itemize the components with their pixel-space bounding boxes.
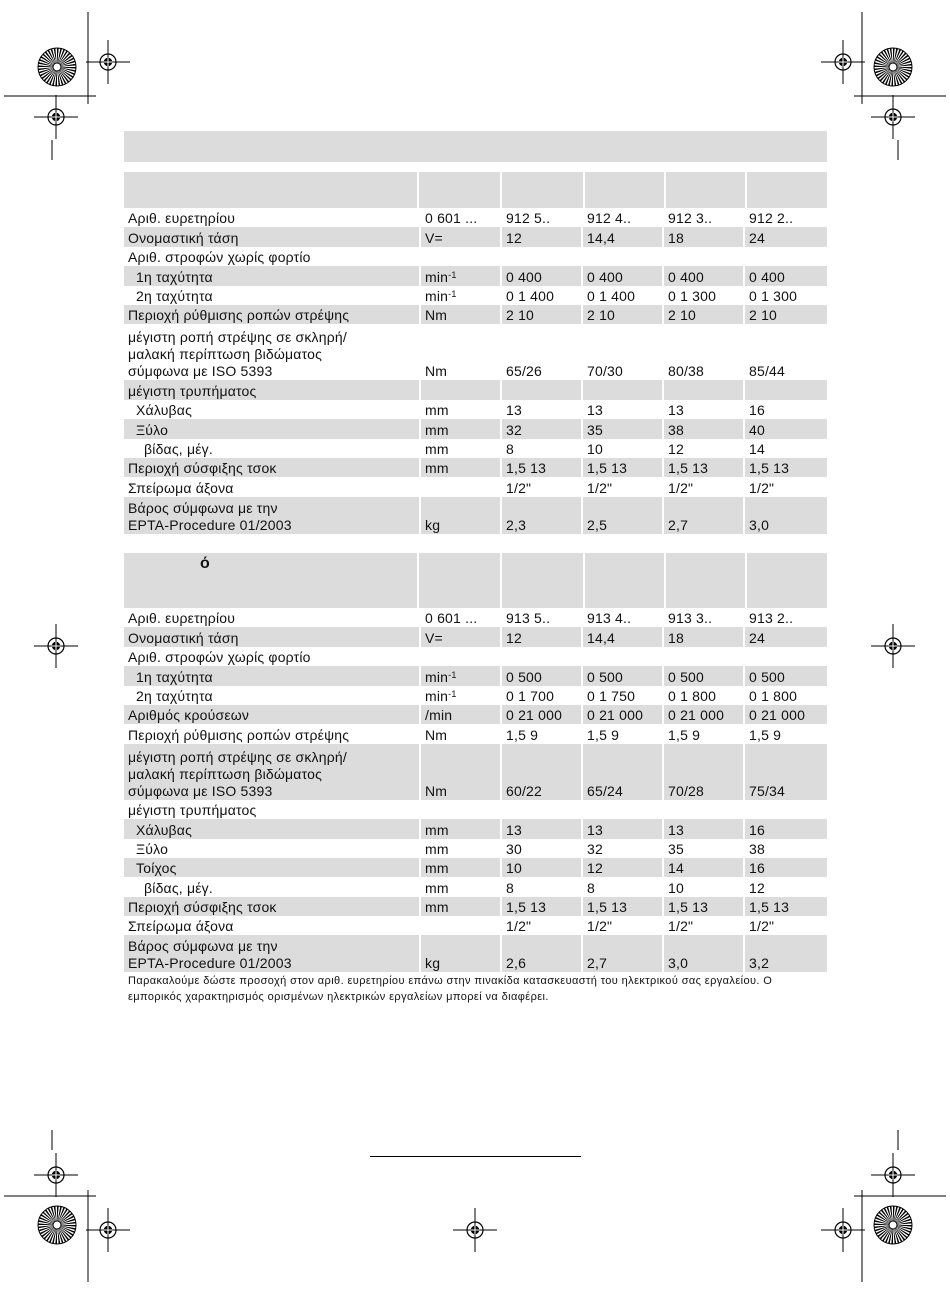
row-value: 8: [501, 877, 582, 896]
row-unit: [420, 380, 501, 399]
row-value: 65/26: [501, 324, 582, 380]
row-value: 13: [501, 819, 582, 838]
row-value: [744, 380, 827, 399]
row-label: Βάρος σύμφωνα με την EPTA-Procedure 01/2003: [124, 935, 420, 972]
table-row: [124, 724, 827, 743]
row-value: [744, 247, 827, 266]
row-value: 2,3: [501, 497, 582, 534]
row-value: [663, 380, 744, 399]
row-value: [663, 800, 744, 819]
row-value: 75/34: [744, 744, 827, 800]
row-value: 0 400: [582, 266, 663, 285]
row-value: 12: [749, 879, 765, 896]
row-value: 12: [501, 227, 582, 246]
registration-cross-icon: [86, 40, 130, 84]
row-value: 38: [749, 840, 765, 857]
row-label: βίδας, μέγ.: [124, 439, 420, 458]
row-label: μέγιστη τρυπήματος: [124, 380, 420, 399]
row-value: 2 10: [501, 305, 582, 324]
row-label: Ξύλο: [124, 419, 420, 438]
row-value: 2,7: [663, 497, 744, 534]
table-row: [124, 608, 827, 627]
row-value: 32: [582, 839, 663, 858]
table-row: [124, 305, 827, 324]
row-value: 85/44: [749, 363, 786, 380]
table-row: [124, 877, 827, 896]
row-unit: mm: [420, 897, 501, 916]
registration-cross-icon: [871, 624, 915, 668]
row-value: 38: [663, 419, 744, 438]
row-value: 1,5 9: [582, 724, 663, 743]
row-value: 0 500: [501, 666, 582, 685]
row-value: 0 1 400: [501, 286, 582, 305]
row-value: 1/2": [501, 916, 582, 935]
row-unit: kg: [420, 935, 501, 972]
row-value: 912 2..: [749, 210, 794, 227]
row-unit: /min: [420, 705, 501, 724]
spec-table-2: [124, 608, 827, 972]
row-value: 913 3..: [663, 608, 744, 627]
row-unit: mm: [420, 877, 501, 896]
table-row: [124, 380, 827, 399]
row-label: μέγιστη τρυπήματος: [124, 800, 420, 819]
row-label: Περιοχή ρύθμισης ροπών στρέψης: [124, 724, 420, 743]
table-row: [124, 705, 827, 724]
row-unit: $\min^{-1}$: [420, 266, 501, 285]
row-value: 8: [582, 877, 663, 896]
registration-cross-icon: [34, 95, 78, 139]
row-value: 14: [663, 858, 744, 877]
row-label: 1η ταχύτητα: [124, 266, 420, 285]
table-row: [124, 897, 827, 916]
row-label: Περιοχή ρύθμισης ροπών στρέψης: [124, 305, 420, 324]
row-label: βίδας, μέγ.: [124, 877, 420, 896]
table-row: [124, 916, 827, 935]
row-value: 2 10: [663, 305, 744, 324]
row-value: 12: [501, 627, 582, 646]
row-value: 16: [744, 819, 827, 838]
row-unit: 0 601 ...: [420, 208, 501, 227]
row-value: 0 1 750: [582, 686, 663, 705]
registration-cross-icon: [86, 1208, 130, 1252]
table-row: [124, 208, 827, 227]
row-label: Βάρος σύμφωνα με την EPTA-Procedure 01/2003: [124, 497, 420, 534]
registration-cross-icon: [34, 624, 78, 668]
row-value: 0 1 300: [749, 287, 798, 304]
registration-cross-icon: [34, 1153, 78, 1197]
row-value: 13: [663, 400, 744, 419]
row-unit: mm: [420, 400, 501, 419]
row-value: [582, 647, 663, 666]
row-unit: [420, 800, 501, 819]
row-value: 2 10: [744, 305, 827, 324]
row-value: 1,5 13: [744, 897, 827, 916]
row-value: [501, 800, 582, 819]
row-value: 1,5 9: [501, 724, 582, 743]
row-unit: 0 601 ...: [420, 608, 501, 627]
row-label: Αριθ. στροφών χωρίς φορτίο: [124, 647, 420, 666]
row-value: 24: [744, 227, 827, 246]
row-value: 14: [749, 440, 765, 457]
row-value: 1,5 13: [582, 897, 663, 916]
row-unit: V=: [420, 627, 501, 646]
footnote: Παρακαλούμε δώστε προσοχή στον αριθ. ευρετηρίου επάνω στην πινακίδα κατασκευαστή του ηλεκτρικού σας εργαλείου. Ο εμπορικός χαρακτηρισμός ορισμένων ηλεκτρικών εργαλείων μπορεί να διαφέρει.: [128, 975, 773, 1003]
row-value: [744, 800, 827, 819]
table-row: [124, 458, 827, 477]
row-value: [582, 380, 663, 399]
row-label: Αριθ. ευρετηρίου: [124, 208, 420, 227]
row-unit: [420, 477, 501, 496]
row-value: 0 1 800: [663, 686, 744, 705]
row-label: 2η ταχύτητα: [124, 686, 420, 705]
row-unit: mm: [420, 458, 501, 477]
row-unit: mm: [420, 819, 501, 838]
row-label: μέγιστη ροπή στρέψης σε σκληρή/ μαλακή περίπτωση βιδώματος σύμφωνα με ISO 5393: [124, 744, 420, 800]
row-unit: $\min^{-1}$: [420, 286, 501, 305]
row-value: 2,5: [582, 497, 663, 534]
row-value: 1,5 13: [501, 897, 582, 916]
row-value: 913 4..: [582, 608, 663, 627]
row-value: 10: [663, 877, 744, 896]
row-value: 60/22: [501, 744, 582, 800]
row-unit: [420, 247, 501, 266]
registration-cross-icon: [871, 1153, 915, 1197]
row-value: 0 1 700: [501, 686, 582, 705]
starburst-icon: [874, 1206, 912, 1244]
row-label: Αριθ. ευρετηρίου: [124, 608, 420, 627]
row-value: 13: [501, 400, 582, 419]
table-row: [124, 647, 827, 666]
row-value: [582, 800, 663, 819]
row-label: Τοίχος: [124, 858, 420, 877]
starburst-icon: [38, 1206, 76, 1244]
row-value: 14,4: [582, 627, 663, 646]
row-value: 1,5 13: [582, 458, 663, 477]
row-value: 16: [749, 402, 765, 419]
row-value: 1/2": [501, 477, 582, 496]
row-unit: [420, 916, 501, 935]
row-value: 0 400: [663, 266, 744, 285]
table-row: [124, 819, 827, 838]
row-unit: Nm: [420, 305, 501, 324]
table-row: [124, 266, 827, 285]
row-value: 1/2": [663, 916, 744, 935]
table-row: [124, 324, 827, 380]
starburst-icon: [38, 48, 76, 86]
row-value: 912 4..: [582, 208, 663, 227]
row-unit: Nm: [420, 324, 501, 380]
row-value: 3,2: [744, 935, 827, 972]
row-value: 0 1 400: [582, 286, 663, 305]
row-value: 35: [582, 419, 663, 438]
row-value: 0 21 000: [663, 705, 744, 724]
row-label: Σπείρωμα άξονα: [124, 916, 420, 935]
row-value: 10: [501, 858, 582, 877]
row-value: 0 21 000: [582, 705, 663, 724]
row-label: Σπείρωμα άξονα: [124, 477, 420, 496]
row-value: 1,5 9: [663, 724, 744, 743]
row-value: [663, 247, 744, 266]
row-value: 1/2": [582, 477, 663, 496]
row-value: 40: [744, 419, 827, 438]
row-value: 16: [744, 858, 827, 877]
row-unit: kg: [420, 497, 501, 534]
table-row: [124, 227, 827, 246]
row-unit: Nm: [420, 744, 501, 800]
row-value: 0 21 000: [501, 705, 582, 724]
row-value: 3,0: [744, 497, 827, 534]
row-label: Ονομαστική τάση: [124, 627, 420, 646]
row-label: Περιοχή σύσφιξης τσοκ: [124, 458, 420, 477]
row-value: 18: [663, 627, 744, 646]
row-value: 0 400: [501, 266, 582, 285]
row-value: 0 1 800: [749, 687, 798, 704]
row-value: 8: [501, 439, 582, 458]
row-value: 13: [663, 819, 744, 838]
table-row: [124, 419, 827, 438]
row-value: 913 2..: [749, 610, 794, 627]
row-value: 1/2": [582, 916, 663, 935]
table-row: [124, 400, 827, 419]
row-label: Περιοχή σύσφιξης τσοκ: [124, 897, 420, 916]
starburst-icon: [874, 48, 912, 86]
row-value: 0 500: [582, 666, 663, 685]
row-label: Χάλυβας: [124, 400, 420, 419]
table-row: [124, 477, 827, 496]
row-value: 2 10: [582, 305, 663, 324]
registration-cross-icon: [871, 95, 915, 139]
table-row: [124, 666, 827, 685]
section-2-heading: ό: [200, 555, 210, 572]
row-value: 0 500: [744, 666, 827, 685]
row-label: Αριθμός κρούσεων: [124, 705, 420, 724]
table-row: [124, 935, 827, 972]
row-value: 65/24: [582, 744, 663, 800]
row-value: 0 21 000: [744, 705, 827, 724]
row-value: 2,7: [582, 935, 663, 972]
row-unit: V=: [420, 227, 501, 246]
row-value: 1,5 13: [663, 897, 744, 916]
table-row: [124, 858, 827, 877]
row-unit: $\min^{-1}$: [420, 686, 501, 705]
row-unit: mm: [420, 439, 501, 458]
row-value: 1,5 13: [744, 458, 827, 477]
table-row: [124, 247, 827, 266]
table-row: [124, 627, 827, 646]
row-value: 12: [663, 439, 744, 458]
row-value: [501, 380, 582, 399]
row-unit: mm: [420, 839, 501, 858]
registration-cross-icon: [453, 1208, 497, 1252]
row-label: μέγιστη ροπή στρέψης σε σκληρή/ μαλακή περίπτωση βιδώματος σύμφωνα με ISO 5393: [124, 324, 420, 380]
table-row: [124, 686, 827, 705]
row-value: 35: [663, 839, 744, 858]
row-unit: [420, 647, 501, 666]
row-value: 912 3..: [663, 208, 744, 227]
registration-cross-icon: [821, 40, 865, 84]
row-value: 13: [582, 819, 663, 838]
spec-table-1: [124, 208, 827, 534]
row-unit: $\min^{-1}$: [420, 666, 501, 685]
row-value: 12: [582, 858, 663, 877]
row-value: 10: [582, 439, 663, 458]
row-value: 32: [501, 419, 582, 438]
row-label: Αριθ. στροφών χωρίς φορτίο: [124, 247, 420, 266]
row-value: 1/2": [749, 479, 775, 496]
row-value: 13: [582, 400, 663, 419]
row-label: Χάλυβας: [124, 819, 420, 838]
row-unit: mm: [420, 858, 501, 877]
row-value: [582, 247, 663, 266]
row-value: 18: [663, 227, 744, 246]
page-header-bar: [124, 131, 827, 162]
row-value: 1,5 13: [663, 458, 744, 477]
row-value: 24: [744, 627, 827, 646]
row-value: 1/2": [749, 918, 775, 935]
row-label: Ξύλο: [124, 839, 420, 858]
row-value: 913 5..: [501, 608, 582, 627]
row-value: 0 500: [663, 666, 744, 685]
row-value: 912 5..: [501, 208, 582, 227]
row-value: 1/2": [663, 477, 744, 496]
row-value: 14,4: [582, 227, 663, 246]
row-value: 30: [501, 839, 582, 858]
registration-cross-icon: [821, 1208, 865, 1252]
table-row: [124, 800, 827, 819]
table-row: [124, 497, 827, 534]
table-row: [124, 439, 827, 458]
row-label: Ονομαστική τάση: [124, 227, 420, 246]
row-value: 3,0: [663, 935, 744, 972]
row-value: 80/38: [663, 324, 744, 380]
row-value: 70/30: [582, 324, 663, 380]
table-row: [124, 744, 827, 800]
row-label: 1η ταχύτητα: [124, 666, 420, 685]
row-value: [501, 247, 582, 266]
table-row: [124, 839, 827, 858]
section-2-header: [124, 553, 827, 608]
row-label: 2η ταχύτητα: [124, 286, 420, 305]
table-row: [124, 286, 827, 305]
row-value: 1,5 13: [501, 458, 582, 477]
row-value: 70/28: [663, 744, 744, 800]
row-unit: mm: [420, 419, 501, 438]
row-value: [501, 647, 582, 666]
row-value: [744, 647, 827, 666]
row-unit: Nm: [420, 724, 501, 743]
row-value: 0 1 300: [663, 286, 744, 305]
section-1-header: [124, 172, 827, 208]
row-value: 1,5 9: [749, 726, 782, 743]
bottom-rule: [370, 1156, 581, 1157]
row-value: 2,6: [501, 935, 582, 972]
row-value: 0 400: [744, 266, 827, 285]
row-value: [663, 647, 744, 666]
